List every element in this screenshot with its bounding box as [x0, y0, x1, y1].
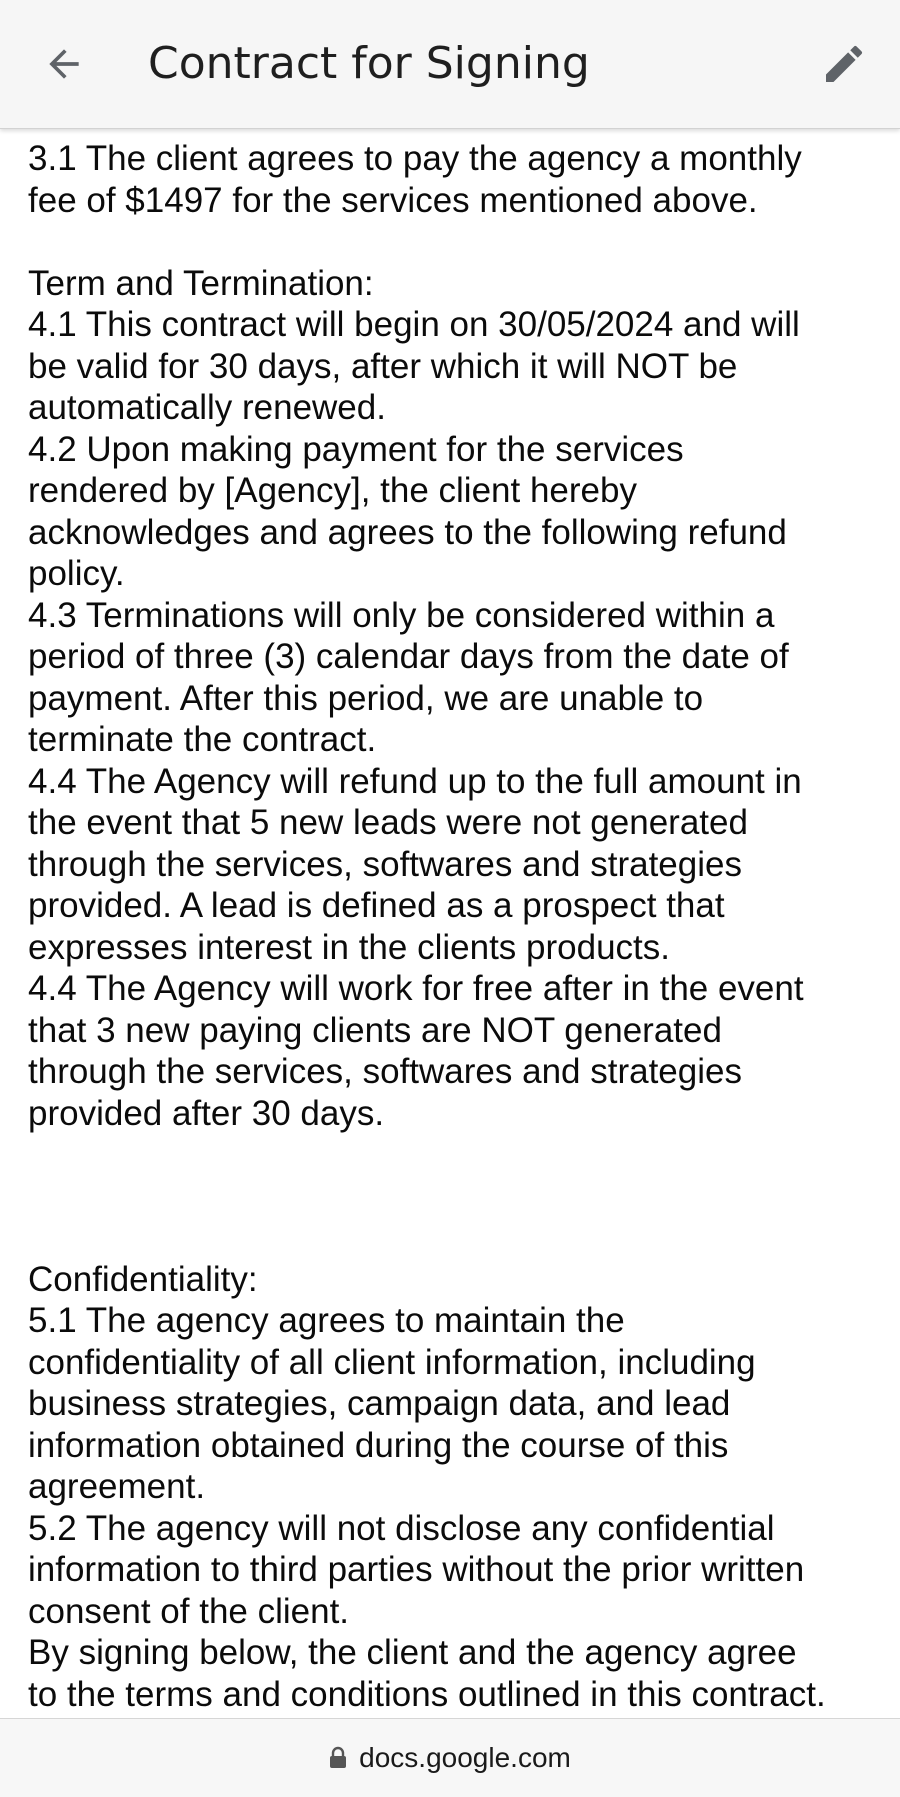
doc-line: provided after 30 days. — [28, 1093, 385, 1133]
doc-line: provided. A lead is defined as a prospect that — [28, 886, 725, 925]
doc-line: agreement. — [28, 1467, 206, 1506]
doc-line: fee of $1497 for the services mentioned above. — [28, 180, 758, 220]
doc-line: business strategies, campaign data, and lead — [28, 1384, 731, 1423]
doc-line: payment. After this period, we are unable to — [28, 678, 704, 718]
app-bar — [0, 0, 900, 129]
doc-line: period of three (3) calendar days from the date of — [28, 637, 789, 676]
url-text: docs.google.com — [359, 1742, 571, 1773]
browser-address-bar — [0, 1718, 900, 1797]
blank-line — [28, 221, 878, 263]
doc-line: automatically renewed. — [28, 388, 386, 427]
arrow-left-icon — [42, 42, 86, 86]
doc-line: 4.4 The Agency will work for free after in the event — [28, 969, 804, 1008]
edit-button[interactable] — [810, 30, 878, 98]
doc-line: that 3 new paying clients are NOT generated — [28, 1010, 722, 1050]
doc-line: through the services, softwares and strategies — [28, 844, 742, 884]
pencil-icon — [820, 40, 868, 88]
doc-line: 3.1 The client agrees to pay the agency a monthly — [28, 139, 802, 178]
doc-line: 4.4 The Agency will refund up to the full amount in — [28, 761, 802, 801]
doc-line: consent of the client. — [28, 1591, 350, 1631]
doc-line: By signing below, the client and the agency agree — [28, 1633, 797, 1672]
doc-line: expresses interest in the clients products. — [28, 927, 670, 967]
doc-line: be valid for 30 days, after which it will NOT be — [28, 346, 738, 386]
doc-line: 5.2 The agency will not disclose any confidential — [28, 1508, 775, 1548]
lock-icon — [329, 1747, 347, 1769]
doc-line: information obtained during the course of this — [28, 1425, 729, 1465]
document-body — [28, 138, 878, 1715]
doc-line: the event that 5 new leads were not generated — [28, 803, 748, 842]
page-title: Contract for Signing — [148, 38, 590, 89]
doc-line: rendered by [Agency], the client hereby — [28, 471, 637, 510]
doc-line: to the terms and conditions outlined in this contract. — [28, 1674, 826, 1714]
doc-line: acknowledges and agrees to the following refund — [28, 512, 787, 552]
doc-line: information to third parties without the prior written — [28, 1550, 805, 1589]
doc-line: through the services, softwares and strategies — [28, 1052, 742, 1091]
doc-line: 4.3 Terminations will only be considered within a — [28, 595, 775, 635]
doc-line: confidentiality of all client information, including — [28, 1342, 756, 1382]
section-heading-confidentiality: Confidentiality: — [28, 1259, 258, 1299]
doc-line: 4.1 This contract will begin on 30/05/2024 and will — [28, 305, 800, 344]
back-button[interactable] — [30, 30, 98, 98]
section-heading-term: Term and Termination: — [28, 263, 374, 303]
doc-line: 4.2 Upon making payment for the services — [28, 429, 684, 469]
doc-line: 5.1 The agency agrees to maintain the — [28, 1301, 625, 1340]
blank-lines — [28, 1134, 878, 1259]
url-display[interactable] — [0, 1741, 900, 1775]
doc-line: terminate the contract. — [28, 720, 377, 759]
doc-line: policy. — [28, 554, 125, 593]
